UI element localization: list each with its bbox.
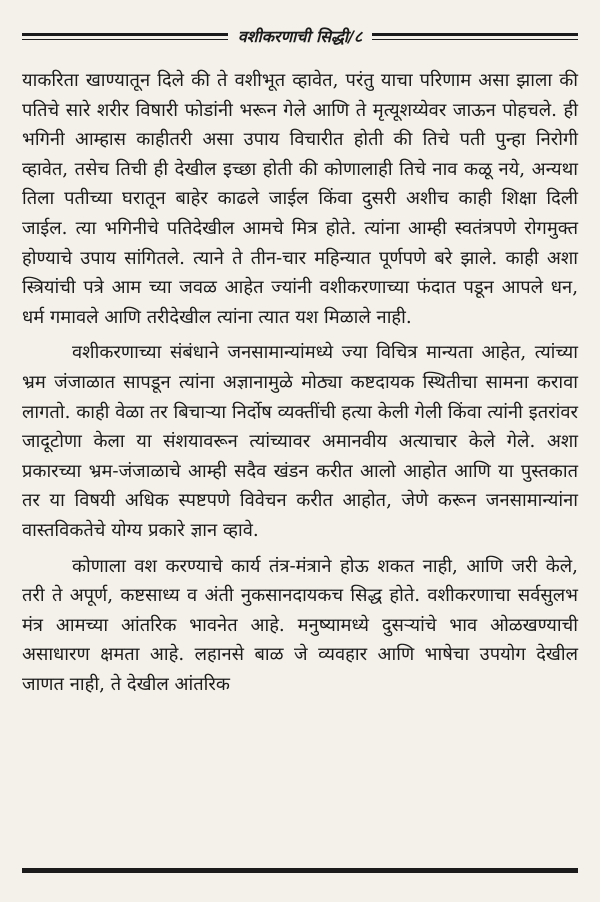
paragraph-1: याकरिता खाण्यातून दिले की ते वशीभूत व्हावेत, परंतु याचा परिणाम असा झाला की पतिचे सारे शरीर विषारी फोडांनी भरून गेले आणि ते मृत्यूशय्येवर जाऊन पोहचले. ही भगिनी आम्हास काहीतरी असा उपाय विचारीत होती की तिचे पती पुन्हा निरोगी व्हावेत, तसेच तिची ही देखील इच्छा होती की कोणालाही तिचे नाव कळू नये, अन्यथा तिला पतीच्या घरातून बाहेर काढले जाईल किंवा दुसरी अशीच काही शिक्षा दिली जाईल. त्या भगिनीचे पतिदेखील आमचे मित्र होते. त्यांना आम्ही स्वतंत्रपणे रोगमुक्त होण्याचे उपाय सांगितले. त्याने ते तीन-चार महिन्यात पूर्णपणे बरे झाले. काही अशा स्त्रियांची पत्रे आम च्या जवळ आहेत ज्यांनी वशीकरणाच्या फंदात पडून आपले धन, धर्म गमावले आणि तरीदेखील त्यांना त्यात यश मिळाले नाही. (22, 70, 578, 328)
header-rule-left (22, 33, 228, 40)
running-header (22, 24, 578, 48)
paragraph-3: कोणाला वश करण्याचे कार्य तंत्र-मंत्राने होऊ शकत नाही, आणि जरी केले, तरी ते अपूर्ण, कष्टसाध्य व अंती नुकसानदायकच सिद्ध होते. वशीकरणाचा सर्वसुलभ मंत्र आमच्या आंतरिक भावनेत आहे. मनुष्यामध्ये दुसऱ्यांचे भाव ओळखण्याची असाधारण क्षमता आहे. लहानसे बाळ जे व्यवहार आणि भाषेचा उपयोग देखील जाणत नाही, ते देखील आंतरिक (22, 555, 578, 695)
footer-rule (22, 868, 578, 873)
paragraph-2: वशीकरणाच्या संबंधाने जनसामान्यांमध्ये ज्या विचित्र मान्यता आहेत, त्यांच्या भ्रम जंजाळात सापडून त्यांना अज्ञानामुळे मोठ्या कष्टदायक स्थितीचा सामना करावा लागतो. काही वेळा तर बिचाऱ्या निर्दोष व्यक्तींची हत्या केली गेली किंवा त्यांनी इतरांवर जादूटोणा केला या संशयावरून त्यांच्यावर अमानवीय अत्याचार केले गेले. अशा प्रकारच्या भ्रम-जंजाळाचे आम्ही सदैव खंडन करीत आलो आहोत आणि या पुस्तकात तर या विषयी अधिक स्पष्टपणे विवेचन करीत आहोत, जेणे करून जनसामान्यांना वास्तविकतेचे योग्य प्रकारे ज्ञान व्हावे. (22, 342, 578, 541)
header-rule-right (372, 33, 578, 40)
page-body (22, 66, 578, 705)
page-title: वशीकरणाची सिद्धी/८ (237, 27, 363, 46)
